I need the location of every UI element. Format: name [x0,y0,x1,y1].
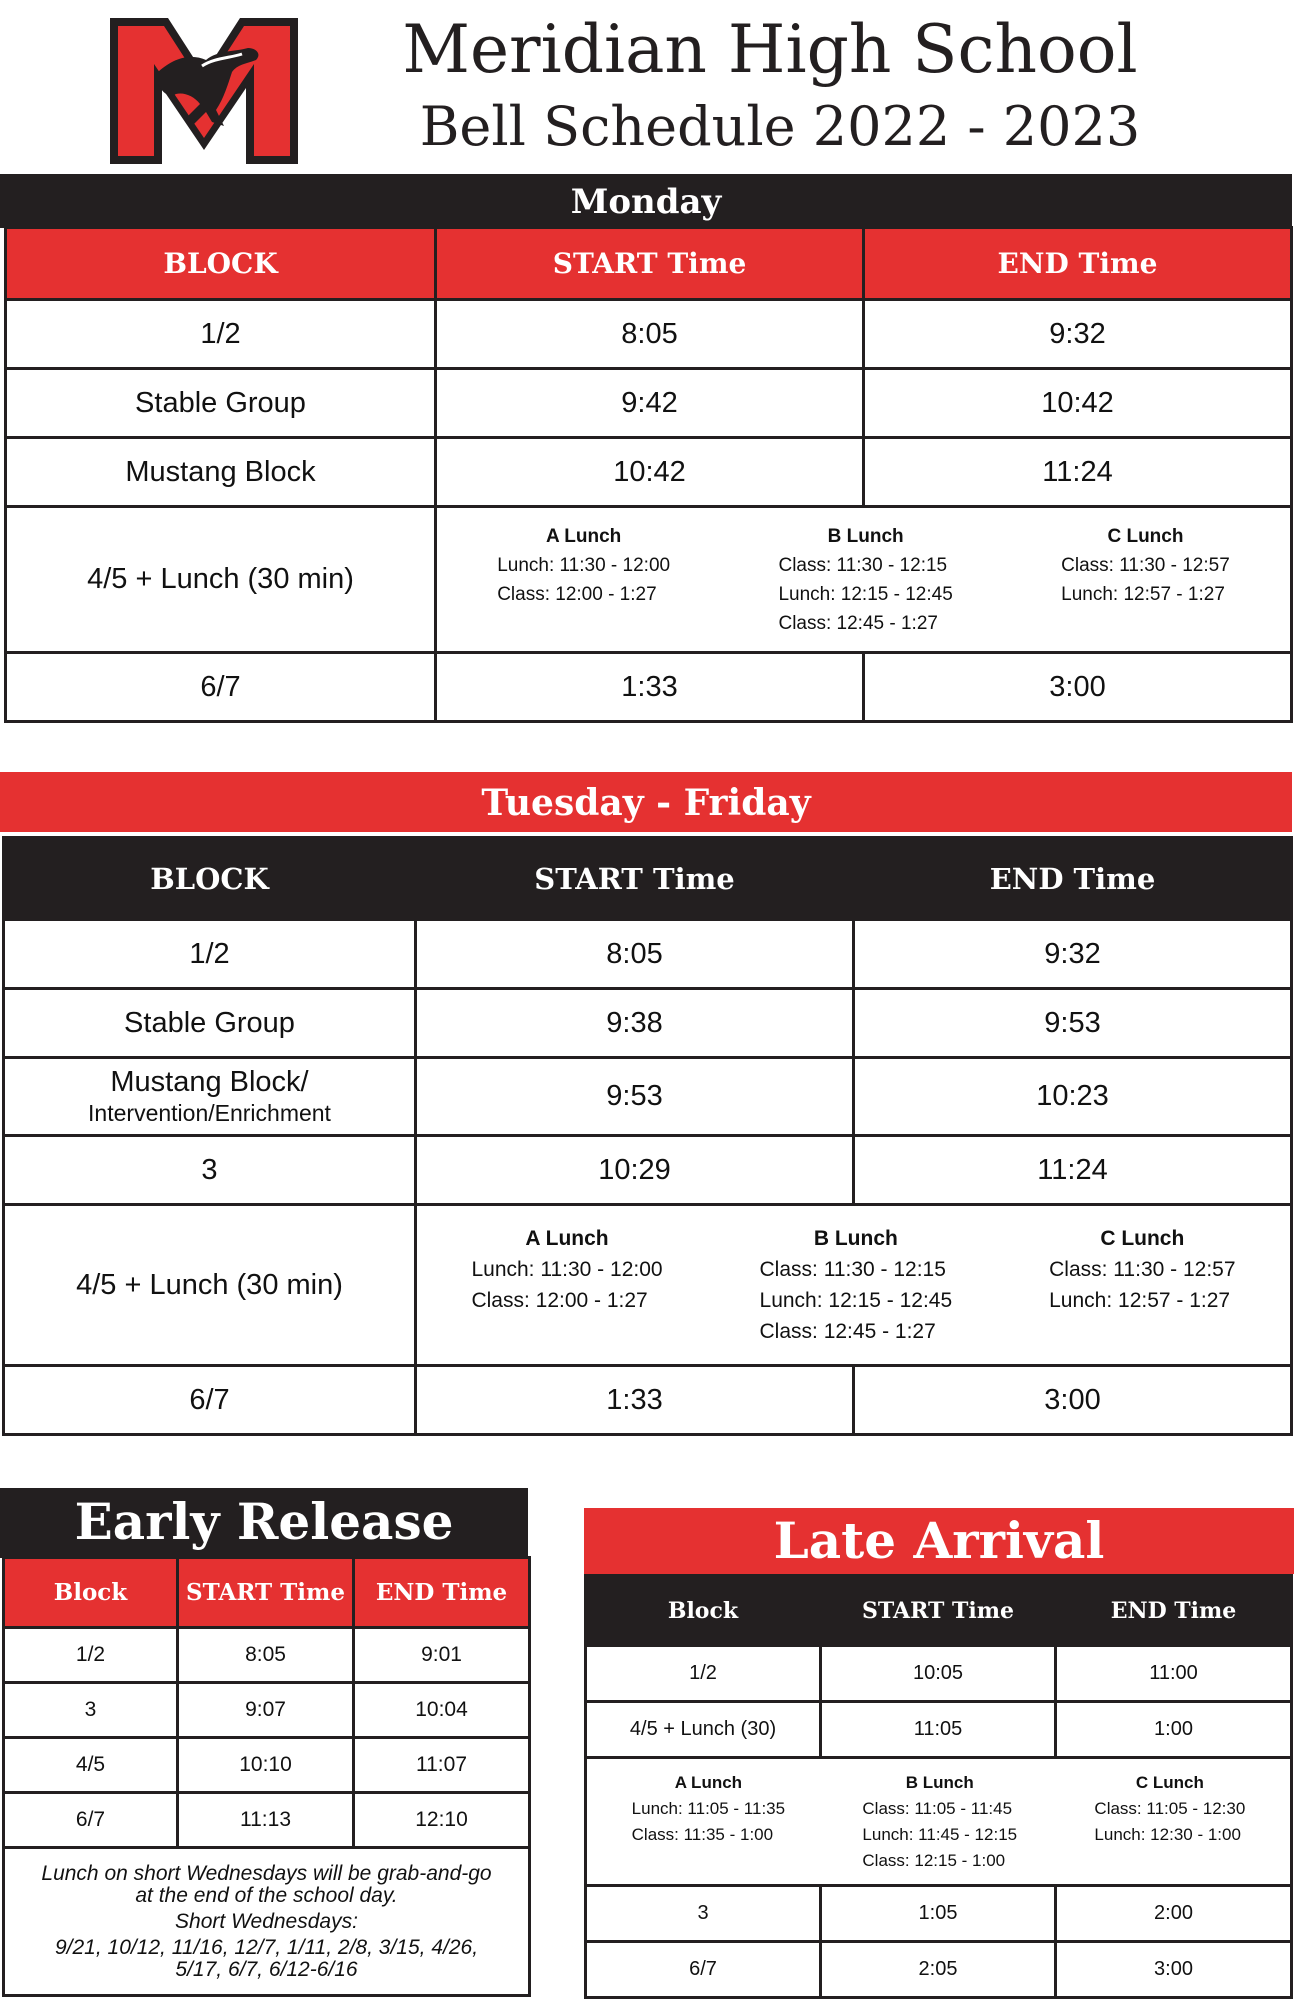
start-cell: 8:05 [436,300,864,369]
er-note-cell [4,1848,530,1996]
col-header-start: START Time [821,1576,1056,1646]
block-cell: 6/7 [4,1366,416,1435]
c-lunch-line: Lunch: 12:30 - 1:00 [1094,1824,1241,1844]
b-lunch-line: Class: 12:45 - 1:27 [759,1320,936,1343]
end-cell: 3:00 [854,1366,1292,1435]
early-release-title: Early Release [74,1492,454,1551]
table-row [4,1058,1292,1136]
lunch-row [6,507,1292,653]
a-lunch-heading: A Lunch [525,1227,609,1250]
table-row [4,1366,1292,1435]
block-cell: 1/2 [4,920,416,989]
block-cell: 3 [4,1136,416,1205]
start-cell: 9:38 [416,989,854,1058]
er-note-line: Short Wednesdays: [175,1909,358,1933]
school-logo [106,14,302,168]
start-cell: 10:05 [821,1646,1056,1702]
table-row [6,300,1292,369]
c-lunch-line: Lunch: 12:57 - 1:27 [1061,583,1225,605]
er-header-row [4,1558,530,1628]
end-cell: 10:04 [354,1683,530,1738]
col-header-start: START Time [436,228,864,300]
block-cell: 3 [586,1886,821,1942]
start-cell: 9:42 [436,369,864,438]
a-lunch-line: Class: 11:35 - 1:00 [631,1824,774,1844]
early-release-title-bar [0,1488,528,1558]
a-lunch-heading: A Lunch [674,1772,743,1792]
block-cell: 6/7 [4,1793,178,1848]
tf-header-row [4,838,1292,920]
table-row [586,1646,1292,1702]
table-row [6,438,1292,507]
end-cell: 2:00 [1056,1886,1292,1942]
table-row [4,989,1292,1058]
col-header-end: END Time [354,1558,530,1628]
late-arrival-table [584,1574,1293,1999]
start-cell: 10:29 [416,1136,854,1205]
end-cell: 3:00 [864,653,1292,722]
block-cell [4,1058,416,1136]
start-cell: 2:05 [821,1942,1056,1998]
lunch-options-cell [416,1205,1292,1366]
end-cell: 11:00 [1056,1646,1292,1702]
c-lunch-group [1049,1223,1235,1316]
col-header-block: Block [4,1558,178,1628]
col-header-block: Block [586,1576,821,1646]
lunch-row [586,1758,1292,1886]
start-cell: 1:33 [416,1366,854,1435]
b-lunch-heading: B Lunch [827,525,904,547]
c-lunch-group [1061,522,1230,609]
block-cell: 4/5 + Lunch (30) [586,1702,821,1758]
block-cell: 3 [4,1683,178,1738]
block-cell: 6/7 [586,1942,821,1998]
a-lunch-group [471,1223,662,1316]
a-lunch-group [632,1770,785,1848]
mustang-logo-icon [106,14,302,168]
lunch-options-cell [436,507,1292,653]
b-lunch-heading: B Lunch [905,1772,974,1792]
table-row [586,1886,1292,1942]
c-lunch-heading: C Lunch [1107,525,1184,547]
col-header-block: BLOCK [4,838,416,920]
b-lunch-line: Class: 11:30 - 12:15 [778,554,948,576]
a-lunch-group [497,522,670,609]
a-lunch-line: Lunch: 11:05 - 11:35 [631,1798,786,1818]
block-cell: 4/5 + Lunch (30 min) [6,507,436,653]
b-lunch-line: Lunch: 12:15 - 12:45 [759,1289,953,1312]
block-cell: 1/2 [586,1646,821,1702]
start-cell: 8:05 [416,920,854,989]
end-cell: 11:24 [854,1136,1292,1205]
c-lunch-line: Class: 11:30 - 12:57 [1061,554,1230,576]
block-cell: 6/7 [6,653,436,722]
end-cell: 11:07 [354,1738,530,1793]
block-cell: Stable Group [6,369,436,438]
block-cell: 4/5 + Lunch (30 min) [4,1205,416,1366]
col-header-start: START Time [178,1558,354,1628]
c-lunch-heading: C Lunch [1135,1772,1204,1792]
b-lunch-group [862,1770,1017,1874]
start-cell: 9:07 [178,1683,354,1738]
table-row [4,920,1292,989]
er-note-line: 5/17, 6/7, 6/12-6/16 [175,1957,358,1981]
table-row [4,1683,530,1738]
lunch-row [4,1205,1292,1366]
b-lunch-group [760,1223,953,1347]
table-row [4,1738,530,1793]
tuesday-friday-title-bar [0,772,1292,832]
block-cell: 1/2 [4,1628,178,1683]
c-lunch-group [1094,1770,1245,1848]
start-cell: 8:05 [178,1628,354,1683]
col-header-start: START Time [416,838,854,920]
monday-title-bar [0,174,1292,228]
la-header-row [586,1576,1292,1646]
school-name: Meridian High School [402,11,1138,88]
a-lunch-line: Class: 12:00 - 1:27 [471,1289,648,1312]
end-cell: 3:00 [1056,1942,1292,1998]
b-lunch-group [778,522,952,638]
end-cell: 9:32 [864,300,1292,369]
b-lunch-line: Class: 11:05 - 11:45 [862,1798,1013,1818]
tuesday-friday-table [2,836,1293,1436]
col-header-end: END Time [864,228,1292,300]
block-cell: Mustang Block [6,438,436,507]
mustang-block-label: Mustang Block/ [110,1065,309,1098]
end-cell: 1:00 [1056,1702,1292,1758]
end-cell: 9:01 [354,1628,530,1683]
er-note-line: at the end of the school day. [135,1883,398,1907]
late-arrival-title-bar [584,1508,1294,1574]
er-note-row [4,1848,530,1996]
intervention-label: Intervention/Enrichment [88,1099,331,1126]
schedule-subtitle: Bell Schedule 2022 - 2023 [419,95,1141,158]
block-cell: Stable Group [4,989,416,1058]
start-cell: 11:13 [178,1793,354,1848]
b-lunch-line: Class: 11:30 - 12:15 [759,1258,946,1281]
table-row [6,653,1292,722]
monday-title: Monday [570,182,722,222]
col-header-end: END Time [1056,1576,1292,1646]
c-lunch-line: Class: 11:30 - 12:57 [1049,1258,1236,1281]
early-release-table [2,1556,531,1997]
b-lunch-heading: B Lunch [813,1227,898,1250]
table-row [6,369,1292,438]
start-cell: 9:53 [416,1058,854,1136]
c-lunch-heading: C Lunch [1100,1227,1185,1250]
start-cell: 10:42 [436,438,864,507]
er-note-line: 9/21, 10/12, 11/16, 12/7, 1/11, 2/8, 3/15, 4/26, [54,1935,479,1959]
col-header-block: BLOCK [6,228,436,300]
c-lunch-line: Lunch: 12:57 - 1:27 [1049,1289,1231,1312]
block-cell: 1/2 [6,300,436,369]
start-cell: 10:10 [178,1738,354,1793]
table-row [4,1628,530,1683]
end-cell: 9:53 [854,989,1292,1058]
col-header-end: END Time [854,838,1292,920]
end-cell: 10:23 [854,1058,1292,1136]
c-lunch-line: Class: 11:05 - 12:30 [1094,1798,1246,1818]
monday-header-row [6,228,1292,300]
start-cell: 1:33 [436,653,864,722]
monday-table [4,226,1293,723]
end-cell: 9:32 [854,920,1292,989]
start-cell: 1:05 [821,1886,1056,1942]
table-row [586,1942,1292,1998]
table-row [586,1702,1292,1758]
a-lunch-line: Lunch: 11:30 - 12:00 [497,554,671,576]
a-lunch-heading: A Lunch [545,525,622,547]
block-cell: 4/5 [4,1738,178,1793]
a-lunch-line: Class: 12:00 - 1:27 [497,583,657,605]
table-row [4,1136,1292,1205]
late-arrival-title: Late Arrival [773,1511,1105,1570]
a-lunch-line: Lunch: 11:30 - 12:00 [471,1258,663,1281]
end-cell: 11:24 [864,438,1292,507]
end-cell: 10:42 [864,369,1292,438]
b-lunch-line: Class: 12:15 - 1:00 [862,1850,1006,1870]
table-row [4,1793,530,1848]
end-cell: 12:10 [354,1793,530,1848]
start-cell: 11:05 [821,1702,1056,1758]
b-lunch-line: Class: 12:45 - 1:27 [778,612,938,634]
er-note-line: Lunch on short Wednesdays will be grab-and-go [41,1861,492,1885]
b-lunch-line: Lunch: 11:45 - 12:15 [862,1824,1018,1844]
b-lunch-line: Lunch: 12:15 - 12:45 [778,583,953,605]
tuesday-friday-title: Tuesday - Friday [481,782,811,824]
lunch-options-cell [586,1758,1292,1886]
